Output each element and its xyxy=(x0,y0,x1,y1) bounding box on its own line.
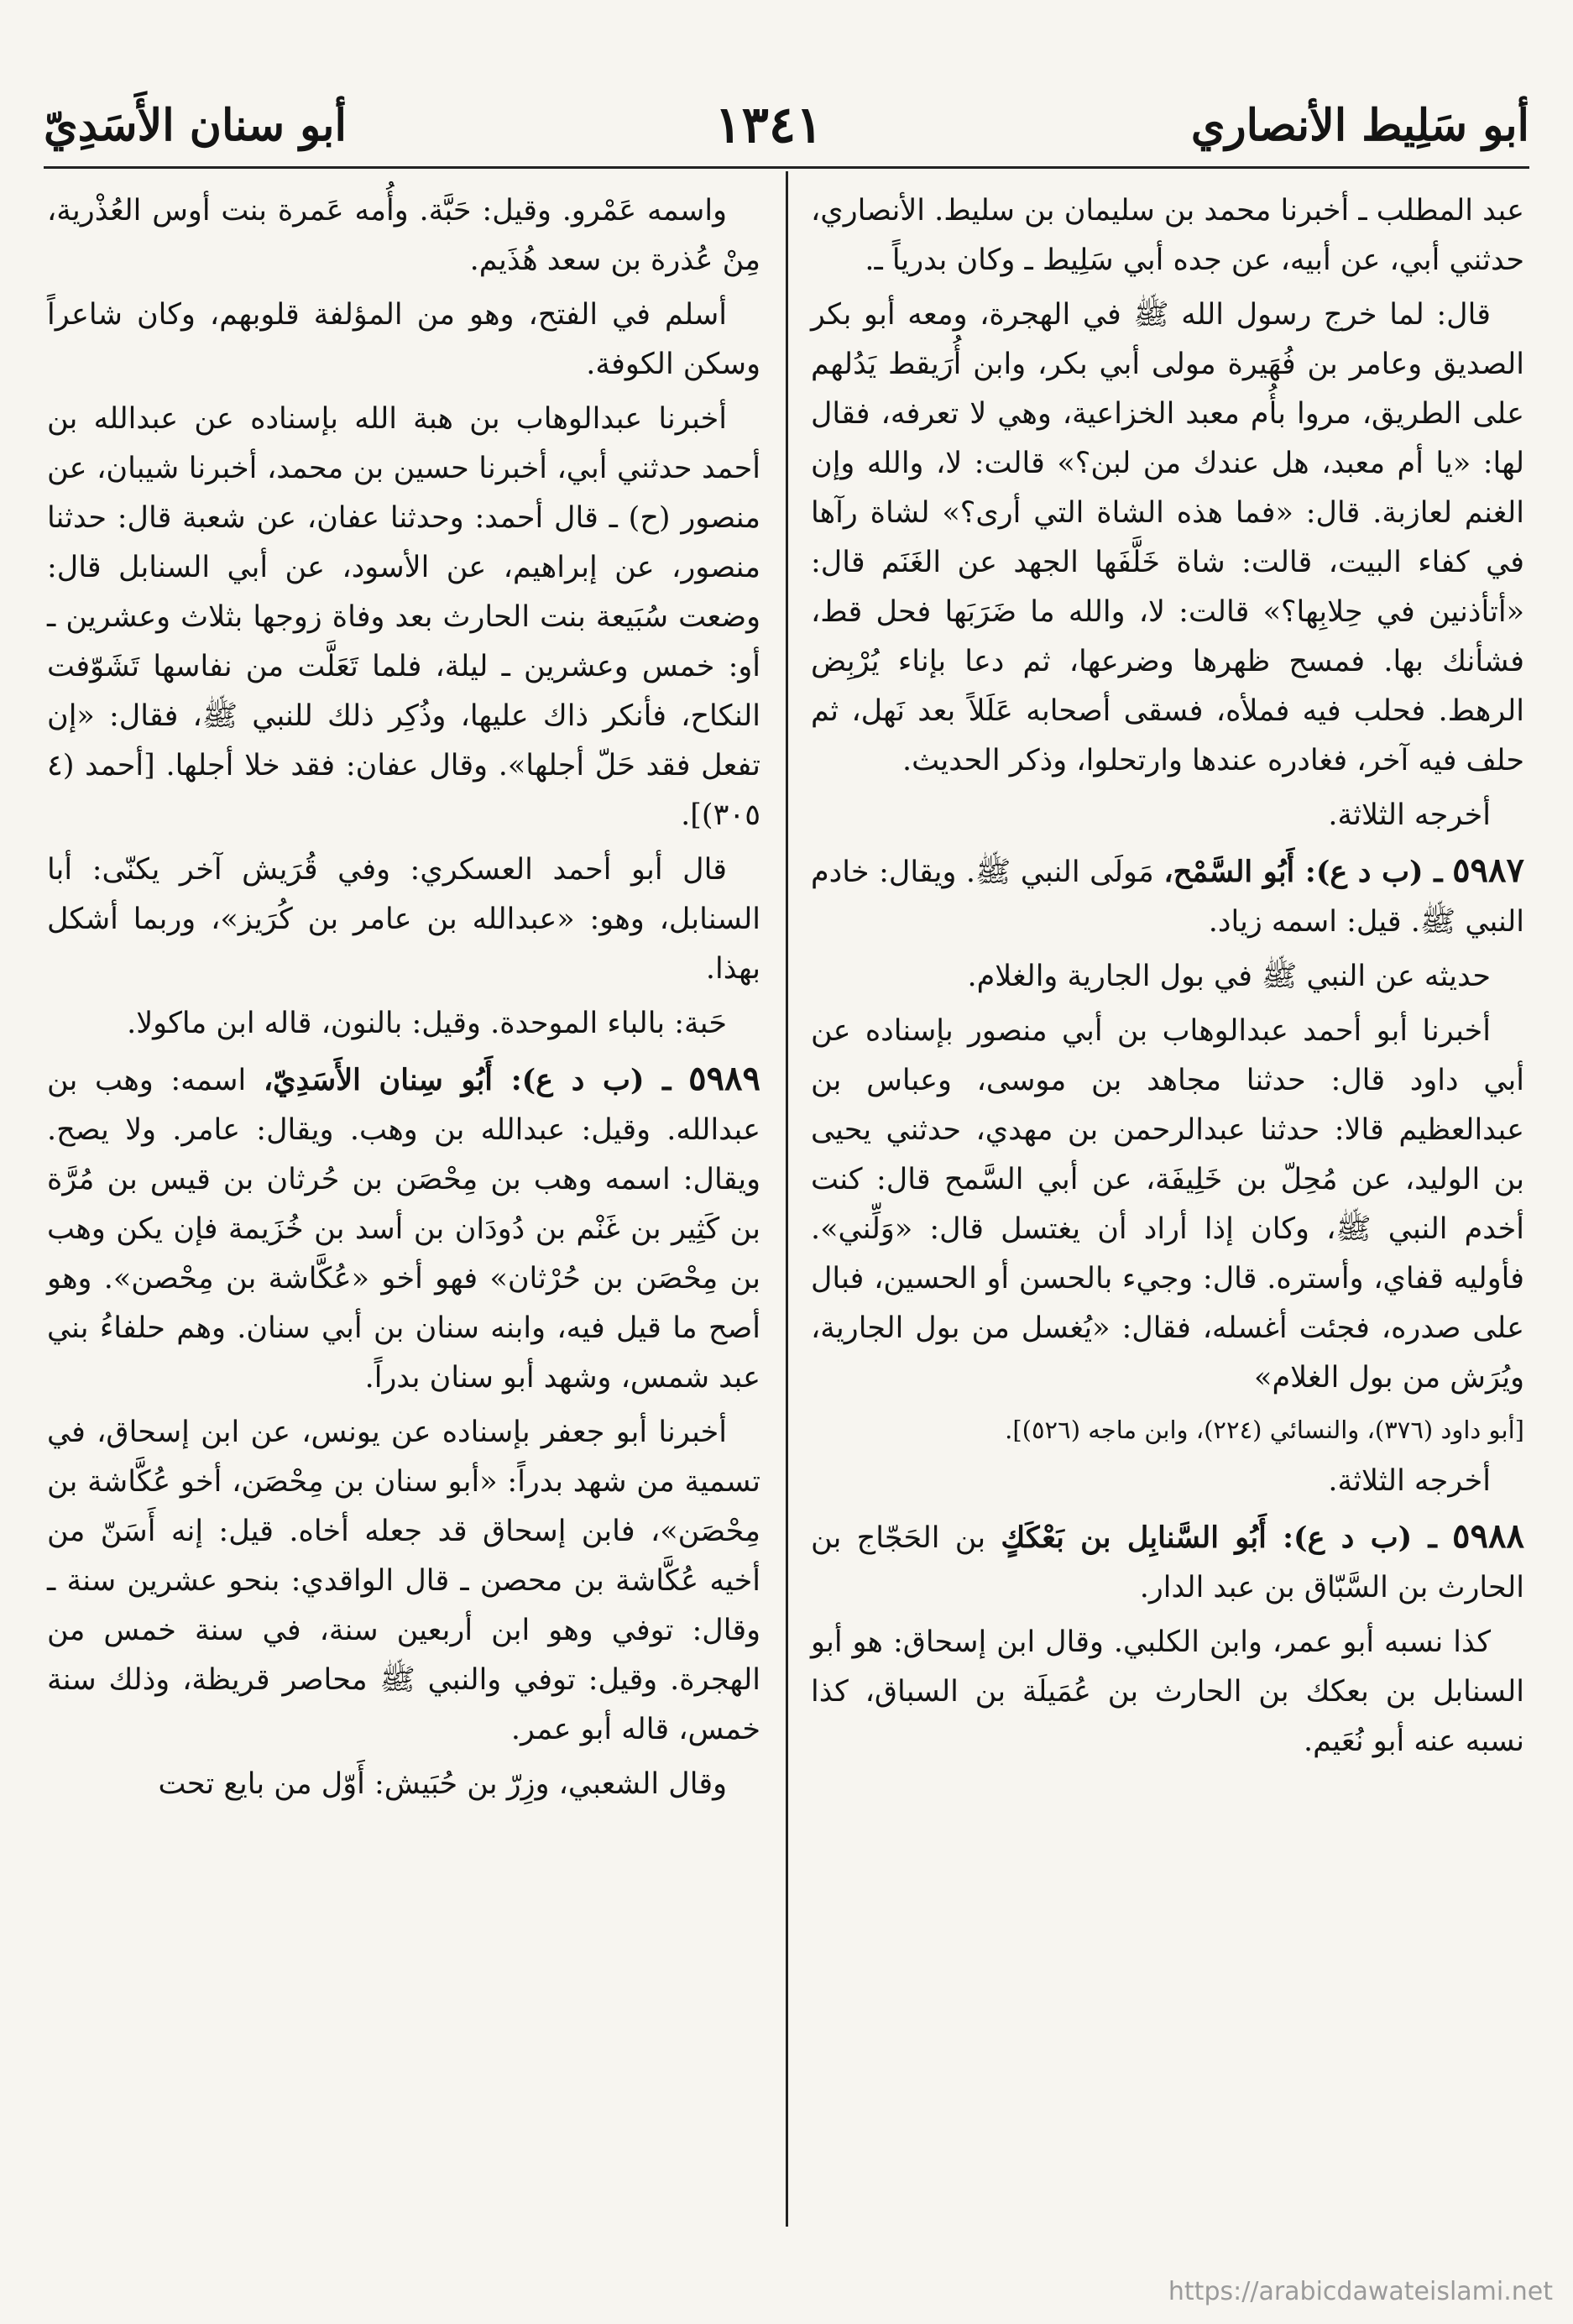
paragraph-text: أخرجه الثلاثة. xyxy=(1328,1464,1491,1498)
paragraph-text: بن الحَجّاج بن الحارث بن السَّبّاق بن عبد الدار. xyxy=(811,1521,1524,1604)
paragraph xyxy=(811,186,1524,285)
paragraph xyxy=(811,791,1524,840)
entry-heading: ـ (ب د ع): أَبُو السَّمْح، xyxy=(1163,855,1443,889)
column-divider xyxy=(786,171,788,2227)
paragraph-text: حديثه عن النبي ﷺ في بول الجارية والغلام. xyxy=(967,960,1491,993)
paragraph xyxy=(811,952,1524,1002)
watermark-url: https://arabicdawateislami.net xyxy=(1168,2277,1553,2306)
paragraph xyxy=(811,845,1524,947)
paragraph-text: أخبرنا أبو أحمد عبدالوهاب بن أبي منصور بإسناده عن أبي داود قال: حدثنا مجاهد بن موسى، وعباس بن عبدالعظيم قالا: حدثنا عبدالرحمن بن مهدي، حدثني يحيى بن الوليد، عن مُحِلّ بن خَلِيفَة، عن أبي السَّمح قال: كنت أخدم النبي ﷺ، وكان إذا أراد أن يغتسل قال: «وَلِّني». فأوليه قفاي، وأستره. قال: وجيء بالحسن أو الحسين، فبال على صدره، فجئت أغسله، فقال: «يُغسل من بول الجارية، ويُرَش من بول الغلام» xyxy=(811,1014,1524,1395)
paragraph-text: وقال الشعبي، وزِرّ بن حُبَيش: أَوّل من بايع تحت xyxy=(158,1767,727,1801)
paragraph-text: عبد المطلب ـ أخبرنا محمد بن سليمان بن سليط. الأنصاري، حدثني أبي، عن أبيه، عن جده أبي سَلِيط ـ وكان بدرياً ـ. xyxy=(811,194,1524,277)
paragraph-text: أخبرنا عبدالوهاب بن هبة الله بإسناده عن عبدالله بن أحمد حدثني أبي، أخبرنا حسين بن محمد، أخبرنا شيبان، عن منصور (ح) ـ قال أحمد: وحدثنا عفان، عن شعبة قال: حدثنا منصور، عن إبراهيم، عن الأسود، عن أبي السنابل قال: وضعت سُبَيعة بنت الحارث بعد وفاة زوجها بثلاث وعشرين ـ أو: خمس وعشرين ـ ليلة، فلما تَعَلَّت من نفاسها تَشَوّفت النكاح، فأنكر ذاك عليها، وذُكِر ذلك للنبي ﷺ، فقال: «إن تفعل فقد حَلّ أجلها». وقال عفان: فقد خلا أجلها. [أحمد (٤ ٣٠٥)]. xyxy=(47,402,760,832)
paragraph-text: أخبرنا أبو جعفر بإسناده عن يونس، عن ابن إسحاق، في تسمية من شهد بدراً: «أبو سنان بن مِحْصَن، أخو عُكَّاشة بن مِحْصَن»، فابن إسحاق قد جعله أخاه. قيل: إنه أَسَنّ من أخيه عُكَّاشة بن محصن ـ قال الواقدي: بنحو عشرين سنة ـ وقال: توفي وهو ابن أربعين سنة، في سنة خمس من الهجرة. وقيل: توفي والنبي ﷺ محاصر قريظة، وذلك سنة خمس، قاله أبو عمر. xyxy=(47,1416,760,1746)
paragraph-text: أخرجه الثلاثة. xyxy=(1328,798,1491,832)
paragraph xyxy=(47,845,760,994)
paragraph xyxy=(811,1408,1524,1452)
header-left-title: أبو سنان الأَسَدِيّ xyxy=(44,99,347,151)
entry-number: ٥٩٨٩ xyxy=(688,1059,760,1098)
paragraph xyxy=(47,290,760,390)
paragraph xyxy=(47,395,760,840)
paragraph xyxy=(811,1618,1524,1767)
paragraph xyxy=(47,186,760,285)
entry-number: ٥٩٨٨ xyxy=(1452,1516,1524,1556)
header-right-title: أبو سَلِيط الأنصاري xyxy=(1190,99,1529,151)
paragraph xyxy=(811,1457,1524,1506)
right-column xyxy=(811,186,1524,1772)
paragraph xyxy=(47,999,760,1049)
paragraph-text: أسلم في الفتح، وهو من المؤلفة قلوبهم، وكان شاعراً وسكن الكوفة. xyxy=(47,298,760,381)
paragraph xyxy=(47,1760,760,1809)
paragraph-text: قال أبو أحمد العسكري: وفي قُرَيش آخر يكنّى: أبا السنابل، وهو: «عبدالله بن عامر بن كُرَيز»، وربما أشكل بهذا. xyxy=(47,853,760,986)
paragraph-text: حَبة: بالباء الموحدة. وقيل: بالنون، قاله ابن ماكولا. xyxy=(127,1007,727,1040)
paragraph xyxy=(47,1408,760,1755)
paragraph xyxy=(47,1054,760,1403)
paragraph-text: [أبو داود (٣٧٦)، والنسائي (٢٢٤)، وابن ماجه (٥٢٦)]. xyxy=(1005,1416,1524,1444)
left-column xyxy=(47,186,760,1814)
paragraph xyxy=(811,1007,1524,1403)
paragraph-text: قال: لما خرج رسول الله ﷺ في الهجرة، ومعه أبو بكر الصديق وعامر بن فُهَيرة مولى أبي بكر، وابن أُرَيقط يَدُلهم على الطريق، مروا بأُم معبد الخزاعية، وهي لا تعرفه، فقال لها: «يا أم معبد، هل عندك من لبن؟» قالت: لا، والله وإن الغنم لعازبة. قال: «فما هذه الشاة التي أرى؟» لشاة رآها في كفاء البيت، قالت: شاة خَلَّفَها الجهد عن الغَنَم قال: «أتأذنين في حِلابِها؟» قالت: لا، والله ما ضَرَبَها فحل قط، فشأنك بها. فمسح ظهرها وضرعها، ثم دعا بإناء يُرْبِض الرهط. فحلب فيه فملأه، فسقى أصحابه عَلَلاً بعد نَهل، ثم حلف فيه آخر، فغادره عندها وارتحلوا، وذكر الحديث. xyxy=(811,298,1524,777)
page-header xyxy=(44,91,1529,160)
paragraph-text: مَولَى النبي ﷺ. ويقال: خادم النبي ﷺ. قيل: اسمه زياد. xyxy=(811,856,1524,939)
paragraph xyxy=(811,1511,1524,1613)
entry-heading: ـ (ب د ع): أَبُو السَّنابِل بن بَعْكَكٍ xyxy=(1001,1521,1437,1555)
paragraph xyxy=(811,290,1524,786)
header-rule xyxy=(44,166,1529,169)
paragraph-text: اسمه: وهب بن عبدالله. وقيل: عبدالله بن وهب. ويقال: عامر. ولا يصح. ويقال: اسمه وهب بن مِحْصَن بن حُرثان بن قيس بن مُرَّة بن كَثِير بن غَنْم بن دُودَان بن أسد بن خُزَيمة فإن يكن وهب بن مِحْصَن بن حُرْثان» فهو أخو «عُكَّاشة بن مِحْصن». وهو أصح ما قيل فيه، وابنه سنان بن أبي سنان. وهم حلفاءُ بني عبد شمس، وشهد أبو سنان بدراً. xyxy=(47,1064,760,1395)
paragraph-text: كذا نسبه أبو عمر، وابن الكلبي. وقال ابن إسحاق: هو أبو السنابل بن بعكك بن الحارث بن عُمَيلَة بن السباق، كذا نسبه عنه أبو نُعَيم. xyxy=(811,1625,1524,1758)
paragraph-text: واسمه عَمْرو. وقيل: حَبَّة. وأُمه عَمرة بنت أوس العُذْرية، مِنْ عُذرة بن سعد هُذَيم. xyxy=(47,194,760,277)
page-number: ١٣٤١ xyxy=(714,96,823,154)
entry-number: ٥٩٨٧ xyxy=(1452,851,1524,890)
entry-heading: ـ (ب د ع): أَبُو سِنان الأَسَدِيّ، xyxy=(263,1063,672,1097)
